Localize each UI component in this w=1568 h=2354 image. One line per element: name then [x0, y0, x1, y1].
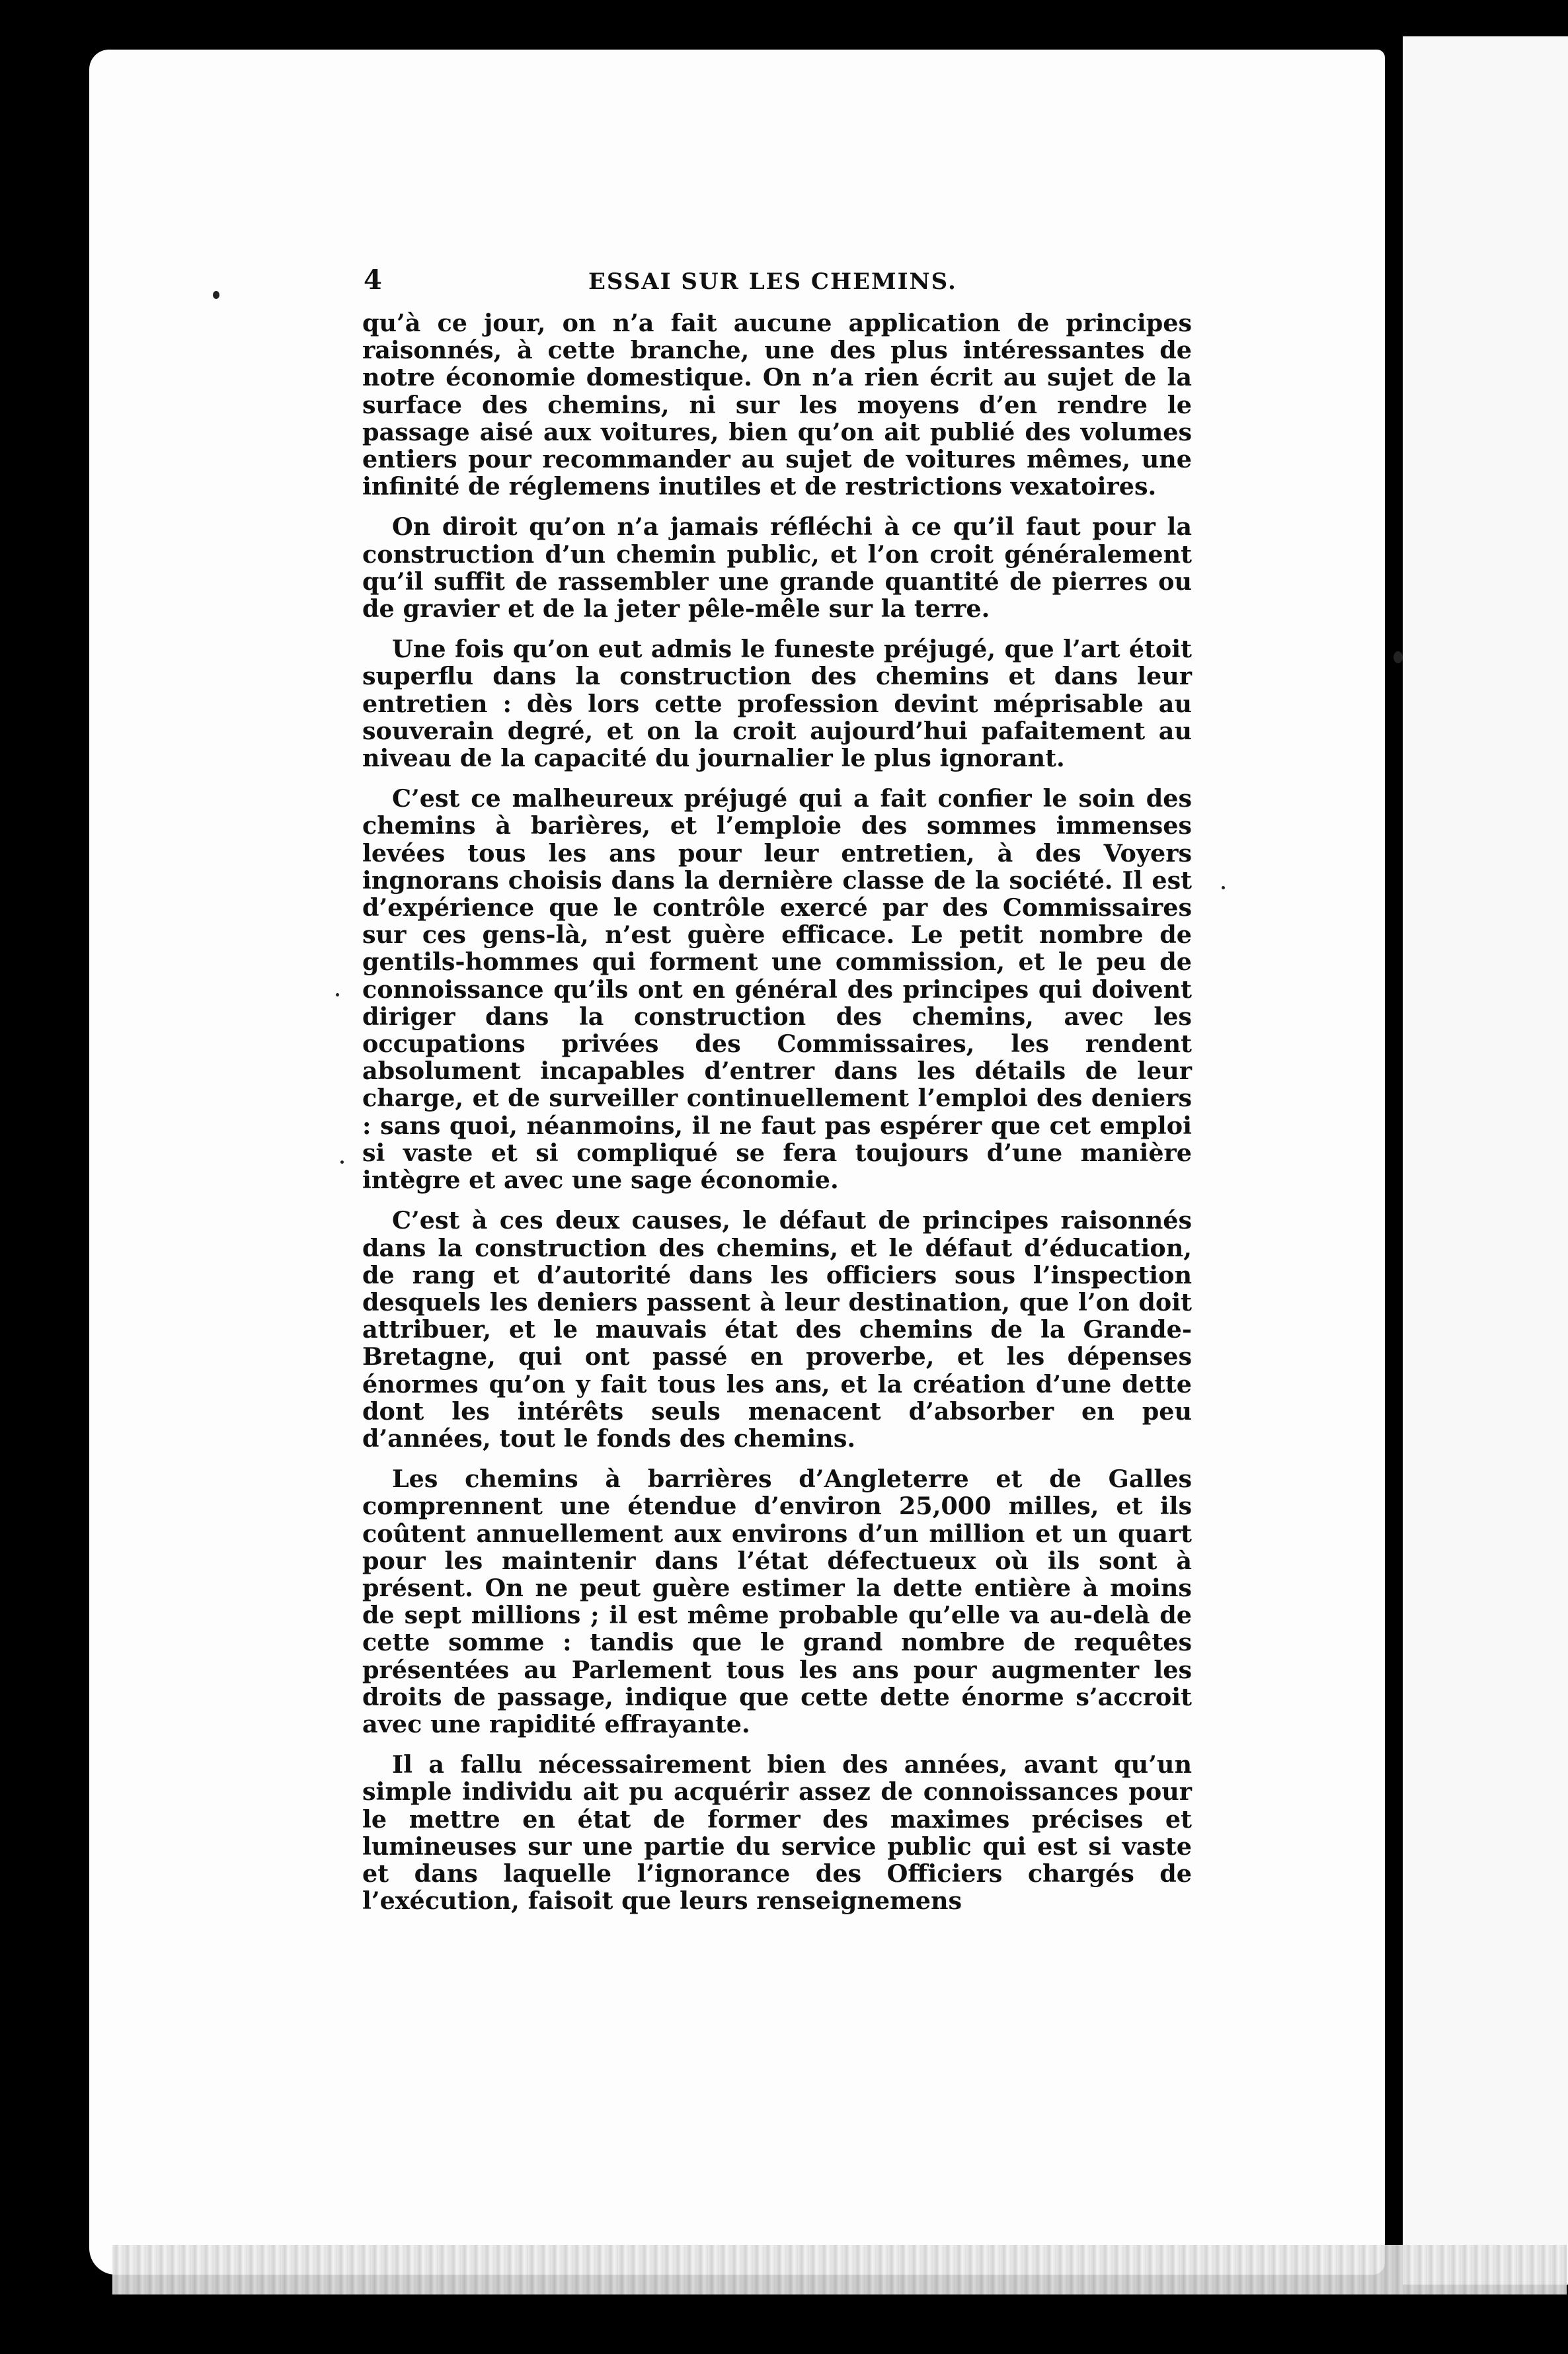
- paragraph: qu’à ce jour, on n’a fait aucune application de principes raisonnés, à cette branche, une des plus intéressantes de notre économie domestique. On n’a rien écrit au sujet de la surface des chemins, ni sur les moyens d’en rendre le passage aisé aux voitures, bien qu’on ait publié des volumes entiers pour recommander au sujet de voitures mêmes, une infinité de réglemens inutiles et de restrictions vexatoires.: [362, 309, 1192, 501]
- paragraph: On diroit qu’on n’a jamais réfléchi à ce qu’il faut pour la construction d’un chemin public, et l’on croit généralement qu’il suffit de rassembler une grande quantité de pierres ou de gravier et de la jeter pêle-mêle sur la terre.: [362, 512, 1192, 624]
- ink-speck: [1222, 886, 1225, 889]
- paragraph: Il a fallu nécessairement bien des années, avant qu’un simple individu ait pu acquérir assez de connoissances pour le mettre en état de former des maximes précises et lumineuses sur une partie du service public qui est si vaste et dans laquelle l’ignorance des Officiers chargés de l’exécution, faisoit que leurs renseignemens: [362, 1750, 1192, 1916]
- page-number: 4: [364, 264, 382, 296]
- ink-speck: [340, 1160, 344, 1164]
- ink-speck: [1393, 651, 1403, 663]
- right-page-edge: [1403, 36, 1568, 2285]
- paragraph: Les chemins à barrières d’Angleterre et de Galles comprennent une étendue d’environ 25,000 milles, et ils coûtent annuellement aux environs d’un million et un quart pour les maintenir dans l’état défectueux où ils sont à présent. On ne peut guère estimer la dette entière à moins de sept millions ; il est même probable qu’elle va au-delà de cette somme : tandis que le grand nombre de requêtes présentées au Parlement tous les ans pour augmenter les droits de passage, indique que cette dette énorme s’accroit avec une rapidité effrayante.: [362, 1465, 1192, 1738]
- paragraph: C’est ce malheureux préjugé qui a fait confier le soin des chemins à barières, et l’emploie des sommes immenses levées tous les ans pour leur entretien, à des Voyers ingnorans choisis dans la dernière classe de la société. Il est d’expérience que le contrôle exercé par des Commissaires sur ces gens-là, n’est guère efficace. Le petit nombre de gentils-hommes qui forment une commission, et le peu de connoissance qu’ils ont en général des principes qui doivent diriger dans la construction des chemins, avec les occupations privées des Commissaires, les rendent absolument incapables d’entrer dans les détails de leur charge, et de surveiller continuellement l’emploi des deniers : sans quoi, néanmoins, il ne faut pas espérer que cet emploi si vaste et si compliqué se fera toujours d’une manière intègre et avec une sage économie.: [362, 784, 1192, 1195]
- body-text: [362, 309, 1192, 1928]
- paragraph: C’est à ces deux causes, le défaut de principes raisonnés dans la construction des chemins, et le défaut d’éducation, de rang et d’autorité dans les officiers sous l’inspection desquels les deniers passent à leur destination, que l’on doit attribuer, et le mauvais état des chemins de la Grande-Bretagne, qui ont passé en proverbe, et les dépenses énormes qu’on y fait tous les ans, et la création d’une dette dont les intérêts seuls menacent d’absorber en peu d’années, tout le fonds des chemins.: [362, 1206, 1192, 1453]
- page-header: [364, 264, 1289, 304]
- running-head: ESSAI SUR LES CHEMINS.: [588, 268, 957, 295]
- page-bottom-edge: [112, 2245, 1567, 2294]
- book-spine-gutter: [1385, 36, 1403, 2285]
- paragraph: Une fois qu’on eut admis le funeste préjugé, que l’art étoit superflu dans la construction des chemins et dans leur entretien : dès lors cette profession devint méprisable au souverain degré, et on la croit aujourd’hui pafaitement au niveau de la capacité du journalier le plus ignorant.: [362, 635, 1192, 773]
- ink-speck: [336, 993, 339, 996]
- ink-speck: [213, 291, 219, 299]
